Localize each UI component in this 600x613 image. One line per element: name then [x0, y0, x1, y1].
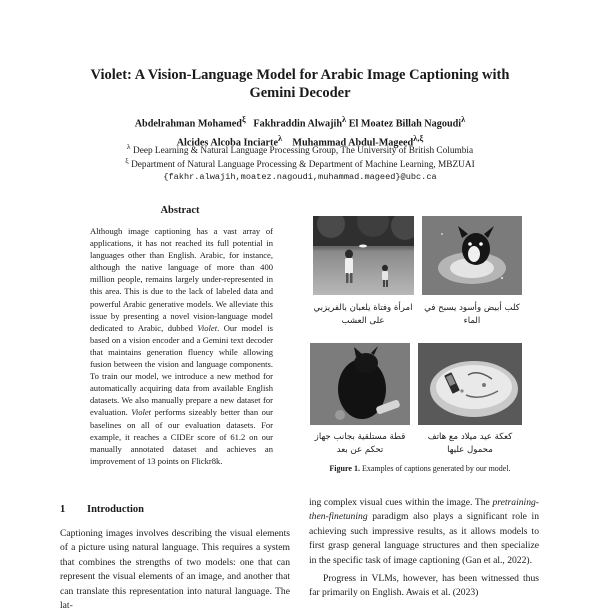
author-name: Abdelrahman Mohamed [134, 118, 242, 130]
author-mark: ξ [241, 114, 246, 124]
author-name: Fakhraddin Alwajih [253, 118, 343, 130]
section-title: Introduction [87, 504, 144, 515]
author-mark: λ [461, 114, 466, 124]
section-number: 1 [60, 504, 66, 515]
author-name: El Moatez Billah Nagoudi [348, 118, 462, 130]
arabic-caption-dog: كلب أبيض وأسود يسبح في الماء [424, 303, 520, 326]
abstract-text-1: Although image captioning has a vast array of applications, it has not reached its full potential in languages other than English. Arabic, for instance, although the native language of more than 400 million people, remains largely under-represented in this area. This is due to the lack of labeled data and powerful Arabic generative models. We alleviate this issue by presenting a novel vision-language model dedicated to Arabic, dubbed [90, 226, 273, 333]
cat-remote-graphic [310, 343, 410, 425]
photo-cake [418, 343, 522, 425]
arabic-caption-cake: كعكة عيد ميلاد مع هاتف محمول عليها [427, 432, 513, 455]
right-p1-emphasis: pretraining-then-finetuning [309, 497, 539, 523]
author-name: Alcides Alcoba Inciarte [176, 137, 278, 149]
author-mark: λ [342, 114, 347, 124]
introduction-right-column [309, 496, 539, 601]
title-line-2: Gemini Decoder [249, 85, 351, 101]
photo-dog [422, 216, 522, 295]
abstract-body [90, 225, 273, 467]
arabic-caption-cat: قطة مستلقية بجانب جهاز تحكم عن بعد [314, 432, 406, 455]
right-paragraph-2: Progress in VLMs, however, has been witnessed thus far primarily on English. Awais et al. (2023) [309, 573, 539, 599]
arabic-caption-frisbee: امرأة وفتاة يلعبان بالفريزبي على العشب [313, 303, 413, 326]
affiliation-mark: ξ [125, 156, 129, 165]
right-p1-text-a: ing complex visual cues within the image. The [309, 497, 493, 508]
photo-cat [310, 343, 410, 425]
right-p1-text-b: paradigm also plays a significant role in achieving such impressive results, as it allows models to first grasp general language structures and then specialize in the specific task of image captioning (Gan et al., 2022). [309, 511, 539, 566]
abstract-text-3: performs sizeably better than our baselines on all of our evaluation datasets. For example, it reaches a CIDEr score of 61.2 on our manually annotated dataset and achieves an improvement of 13 points on Flickr8k. [90, 407, 273, 466]
author-name: Muhammad Abdul-Mageed [292, 137, 414, 149]
frisbee-scene-graphic [313, 216, 414, 295]
right-paragraph-1 [309, 496, 539, 568]
dog-swimming-graphic [422, 216, 522, 295]
contact-email[interactable]: {fakhr.alwajih,moatez.nagoudi,muhammad.mageed}@ubc.ca [163, 172, 437, 182]
figure-caption-text: Examples of captions generated by our model. [361, 464, 511, 473]
model-name: Violet [197, 322, 218, 333]
photo-frisbee [313, 216, 414, 295]
figure-caption [300, 464, 540, 473]
model-name: Violet [131, 407, 152, 418]
section-heading-introduction [60, 504, 144, 515]
title-line-1: Violet: A Vision-Language Model for Arabic Image Captioning with [90, 67, 510, 83]
abstract-heading: Abstract [160, 205, 200, 216]
paper-title [60, 66, 540, 102]
cake-phone-graphic [418, 343, 522, 425]
abstract-text-2: . Our model is based on a vision encoder and a Gemini text decoder that maintains generation fluency while allowing fusion between the vision and language components. To train our model, we introduce a new method for automatically acquiring data from available English datasets. We also manually prepare a new dataset for evaluation. [90, 322, 273, 418]
author-mark: λ [277, 133, 283, 144]
affiliation-mark: λ [126, 142, 131, 151]
affiliation-mbzuai [40, 155, 560, 171]
affiliation-text: Department of Natural Language Processing & Department of Machine Learning, MBZUAI [131, 160, 475, 171]
introduction-left-column: Captioning images involves describing the visual elements of a picture using natural language. This requires a system that combines the strengths of two models: one that can represent the visual elements of an image, and another that can translate this representation into natural language. The lat- [60, 528, 290, 612]
figure-label: Figure 1. [329, 464, 360, 473]
affiliation-text: Deep Learning & Natural Language Processing Group, The University of British Columbia [132, 146, 474, 157]
author-mark: λ,ξ [413, 133, 424, 144]
